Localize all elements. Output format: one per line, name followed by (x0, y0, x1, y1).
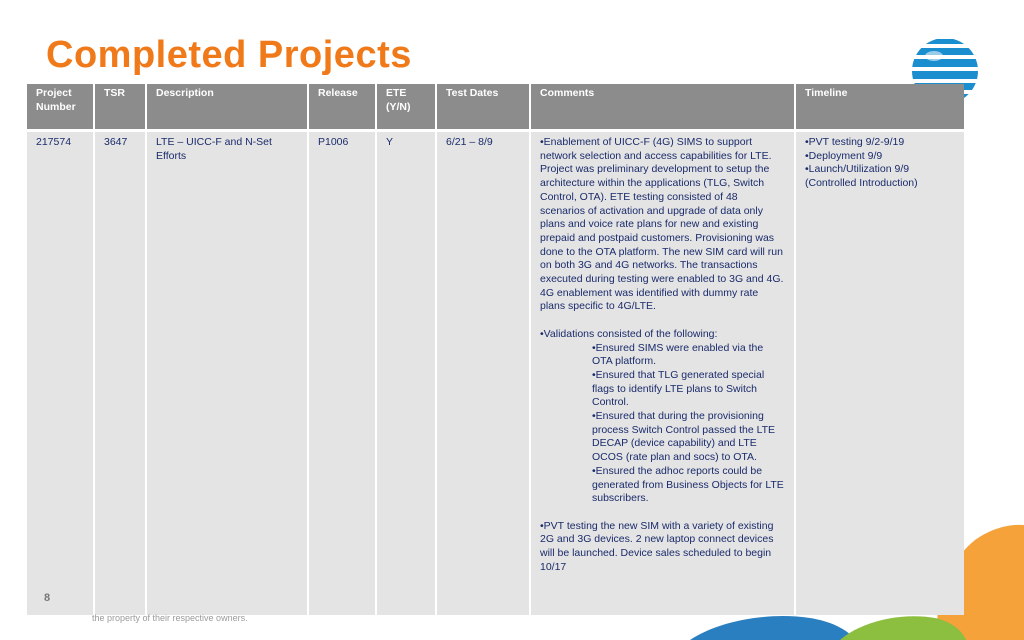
header-project-number: Project Number (27, 84, 95, 129)
table-row (27, 129, 964, 615)
page-number: 8 (44, 592, 51, 604)
header-description: Description (147, 84, 309, 129)
header-ete: ETE (Y/N) (377, 84, 437, 129)
completed-projects-table (27, 84, 964, 615)
validations-list (540, 342, 785, 506)
cell-timeline (796, 129, 964, 615)
validation-item: •Ensured that during the provisioning process Switch Control passed the LTE DECAP (device capability) and LTE OCOS (rate plan and socs) to OTA. (592, 410, 776, 464)
timeline-item: •Launch/Utilization 9/9 (Controlled Introduction) (805, 163, 918, 190)
cell-tsr: 3647 (95, 129, 147, 615)
header-comments: Comments (531, 84, 796, 129)
comments-intro: •Enablement of UICC-F (4G) SIMS to support network selection and access capabilities for LTE. Project was preliminary development to setup the architecture within the applications (TLG, Switch Control, OTA). ETE testing consisted of 48 scenarios of activation and upgrade of data only plans and voice rate plans for new and existing prepaid and postpaid customers. Provisioning was done to the OTA platform. The new SIM card will run on both 3G and 4G networks. The transactions executed during testing were enabled to 3G and 4G. 4G enablement was identified with dummy rate plans specific to 4G/LTE. (540, 136, 784, 313)
timeline-list (805, 136, 955, 191)
cell-project-number: 217574 (27, 129, 95, 615)
green-swoosh (840, 616, 966, 640)
timeline-item: •PVT testing 9/2-9/19 (805, 136, 905, 148)
header-timeline: Timeline (796, 84, 964, 129)
validation-item: •Ensured that TLG generated special flags to identify LTE plans to Switch Control. (592, 368, 765, 409)
cell-comments (531, 129, 796, 615)
page-title: Completed Projects (46, 34, 412, 76)
footer-note: the property of their respective owners. (92, 613, 248, 623)
header-test-dates: Test Dates (437, 84, 531, 129)
cell-ete: Y (377, 129, 437, 615)
blue-swoosh (690, 616, 855, 640)
cell-release: P1006 (309, 129, 377, 615)
cell-test-dates: 6/21 – 8/9 (437, 129, 531, 615)
comments-pvt: •PVT testing the new SIM with a variety of existing 2G and 3G devices. 2 new laptop connect devices will be launched. Device sales scheduled to begin 10/17 (540, 519, 774, 573)
header-tsr: TSR (95, 84, 147, 129)
table-header-row (27, 84, 964, 129)
validation-item: •Ensured the adhoc reports could be generated from Business Objects for LTE subscribers. (592, 464, 784, 505)
timeline-item: •Deployment 9/9 (805, 149, 883, 162)
validations-heading: •Validations consisted of the following: (540, 327, 718, 340)
validation-item: •Ensured SIMS were enabled via the OTA platform. (592, 341, 764, 368)
header-release: Release (309, 84, 377, 129)
cell-description: LTE – UICC-F and N-Set Efforts (147, 129, 309, 615)
